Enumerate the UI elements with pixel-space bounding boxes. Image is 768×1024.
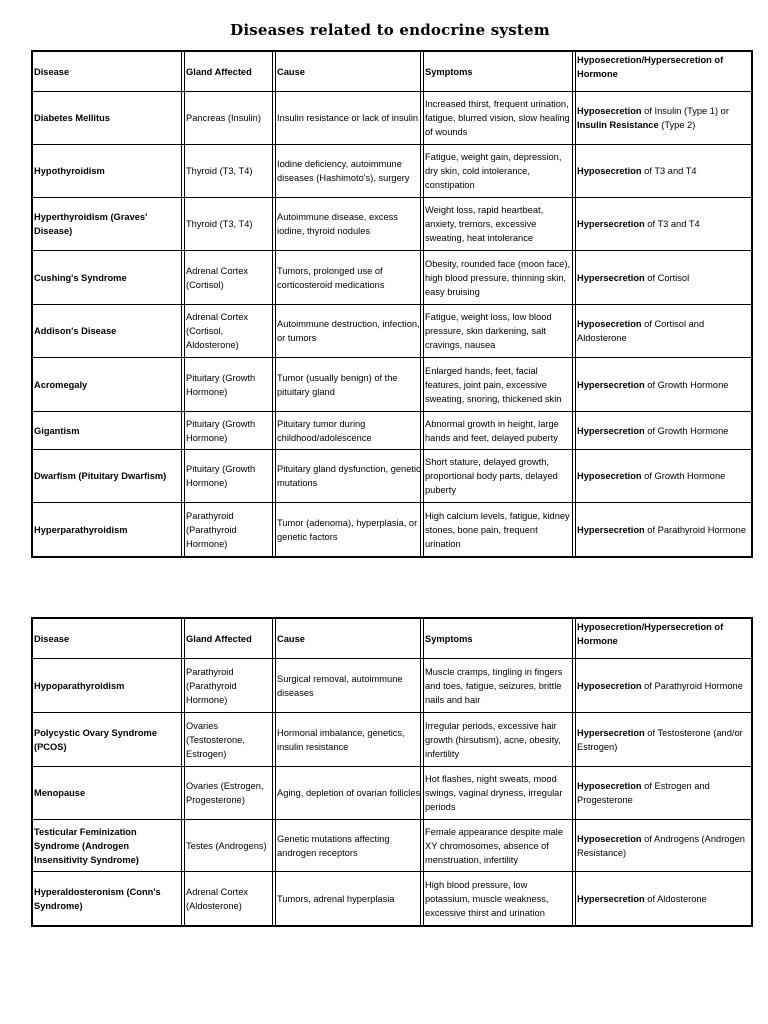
hormone-secretion-type: Hypersecretion bbox=[577, 727, 645, 738]
cause-cell: Surgical removal, autoimmune diseases bbox=[276, 659, 424, 713]
symptoms-cell: Obesity, rounded face (moon face), high blood pressure, thinning skin, easy bruising bbox=[424, 251, 576, 305]
gland-cell: Pituitary (Growth Hormone) bbox=[185, 450, 276, 503]
hormone-cell bbox=[576, 251, 751, 305]
hormone-detail: of T3 and T4 bbox=[644, 219, 700, 229]
gland-cell: Thyroid (T3, T4) bbox=[185, 145, 276, 198]
hormone-cell bbox=[576, 820, 751, 872]
cause-cell: Pituitary tumor during childhood/adolescence bbox=[276, 412, 424, 450]
disease-cell: Dwarfism (Pituitary Dwarfism) bbox=[33, 450, 185, 503]
hormone-cell bbox=[576, 305, 751, 358]
symptoms-cell: Female appearance despite male XY chromosomes, absence of menstruation, infertility bbox=[424, 820, 576, 872]
table-row bbox=[33, 198, 751, 251]
header-hormone: Hyposecretion/Hypersecretion of Hormone bbox=[576, 619, 751, 659]
header-disease: Disease bbox=[33, 52, 185, 92]
header-symptoms: Symptoms bbox=[424, 52, 576, 92]
gland-cell: Testes (Androgens) bbox=[185, 820, 276, 872]
gland-cell: Parathyroid (Parathyroid Hormone) bbox=[185, 659, 276, 713]
hormone-secretion-type: Hypersecretion bbox=[577, 425, 645, 436]
disease-cell: Hyperthyroidism (Graves' Disease) bbox=[33, 198, 185, 251]
disease-cell: Addison's Disease bbox=[33, 305, 185, 358]
header-cause: Cause bbox=[276, 619, 424, 659]
gland-cell: Ovaries (Estrogen, Progesterone) bbox=[185, 767, 276, 820]
header-disease: Disease bbox=[33, 619, 185, 659]
hormone-detail: of Growth Hormone bbox=[641, 471, 726, 481]
table-row bbox=[33, 450, 751, 503]
cause-cell: Insulin resistance or lack of insulin bbox=[276, 92, 424, 145]
hormone-secretion-type: Hypersecretion bbox=[577, 272, 645, 283]
cause-cell: Autoimmune disease, excess iodine, thyroid nodules bbox=[276, 198, 424, 251]
header-gland: Gland Affected bbox=[185, 52, 276, 92]
disease-table-1 bbox=[31, 50, 753, 558]
hormone-cell bbox=[576, 145, 751, 198]
cause-cell: Tumor (usually benign) of the pituitary gland bbox=[276, 358, 424, 412]
hormone-detail: of Insulin (Type 1) or bbox=[641, 106, 729, 116]
hormone-secretion-type: Hypersecretion bbox=[577, 219, 645, 229]
gland-cell: Adrenal Cortex (Aldosterone) bbox=[185, 872, 276, 925]
hormone-secretion-type: Insulin Resistance bbox=[577, 120, 659, 130]
disease-cell: Hypoparathyroidism bbox=[33, 659, 185, 713]
hormone-detail: of Parathyroid Hormone bbox=[641, 680, 743, 691]
header-gland: Gland Affected bbox=[185, 619, 276, 659]
header-symptoms: Symptoms bbox=[424, 619, 576, 659]
symptoms-cell: Increased thirst, frequent urination, fatigue, blurred vision, slow healing of wounds bbox=[424, 92, 576, 145]
hormone-cell bbox=[576, 198, 751, 251]
hormone-secretion-type: Hyposecretion bbox=[577, 833, 642, 844]
gland-cell: Ovaries (Testosterone, Estrogen) bbox=[185, 713, 276, 767]
symptoms-cell: Fatigue, weight loss, low blood pressure, skin darkening, salt cravings, nausea bbox=[424, 305, 576, 358]
symptoms-cell: Short stature, delayed growth, proportional body parts, delayed puberty bbox=[424, 450, 576, 503]
disease-cell: Diabetes Mellitus bbox=[33, 92, 185, 145]
gland-cell: Pituitary (Growth Hormone) bbox=[185, 412, 276, 450]
cause-cell: Tumors, prolonged use of corticosteroid medications bbox=[276, 251, 424, 305]
cause-cell: Iodine deficiency, autoimmune diseases (Hashimoto's), surgery bbox=[276, 145, 424, 198]
symptoms-cell: Weight loss, rapid heartbeat, anxiety, tremors, excessive sweating, heat intolerance bbox=[424, 198, 576, 251]
hormone-detail: of Cortisol and Aldosterone bbox=[577, 319, 705, 343]
hormone-secretion-type: Hypersecretion bbox=[577, 379, 645, 390]
table-row bbox=[33, 412, 751, 450]
gland-cell: Adrenal Cortex (Cortisol) bbox=[185, 251, 276, 305]
hormone-cell bbox=[576, 412, 751, 450]
hormone-cell bbox=[576, 659, 751, 713]
hormone-secretion-type: Hyposecretion bbox=[577, 319, 642, 329]
table-row bbox=[33, 713, 751, 767]
hormone-detail: (Type 2) bbox=[658, 120, 696, 130]
gland-cell: Adrenal Cortex (Cortisol, Aldosterone) bbox=[185, 305, 276, 358]
symptoms-cell: Enlarged hands, feet, facial features, joint pain, excessive sweating, snoring, thickened skin bbox=[424, 358, 576, 412]
hormone-detail: of Cortisol bbox=[644, 272, 690, 283]
disease-cell: Gigantism bbox=[33, 412, 185, 450]
hormone-cell bbox=[576, 92, 751, 145]
symptoms-cell: High calcium levels, fatigue, kidney stones, bone pain, frequent urination bbox=[424, 503, 576, 556]
table-row bbox=[33, 305, 751, 358]
hormone-secretion-type: Hypersecretion bbox=[577, 524, 645, 535]
table-row bbox=[33, 767, 751, 820]
hormone-secretion-type: Hyposecretion bbox=[577, 166, 642, 176]
symptoms-cell: Muscle cramps, tingling in fingers and toes, fatigue, seizures, brittle nails and hair bbox=[424, 659, 576, 713]
hormone-secretion-type: Hyposecretion bbox=[577, 680, 642, 691]
hormone-secretion-type: Hyposecretion bbox=[577, 781, 642, 791]
gland-cell: Pancreas (Insulin) bbox=[185, 92, 276, 145]
hormone-secretion-type: Hyposecretion bbox=[577, 106, 642, 116]
table-row bbox=[33, 92, 751, 145]
table-header-row bbox=[33, 52, 751, 92]
disease-cell: Hyperparathyroidism bbox=[33, 503, 185, 556]
table-row bbox=[33, 503, 751, 556]
gland-cell: Pituitary (Growth Hormone) bbox=[185, 358, 276, 412]
table-row bbox=[33, 251, 751, 305]
disease-cell: Cushing's Syndrome bbox=[33, 251, 185, 305]
cause-cell: Pituitary gland dysfunction, genetic mutations bbox=[276, 450, 424, 503]
symptoms-cell: Hot flashes, night sweats, mood swings, vaginal dryness, irregular periods bbox=[424, 767, 576, 820]
symptoms-cell: Irregular periods, excessive hair growth (hirsutism), acne, obesity, infertility bbox=[424, 713, 576, 767]
hormone-cell bbox=[576, 872, 751, 925]
disease-cell: Hypothyroidism bbox=[33, 145, 185, 198]
hormone-detail: of Parathyroid Hormone bbox=[644, 524, 746, 535]
hormone-detail: of T3 and T4 bbox=[641, 166, 697, 176]
table-row bbox=[33, 659, 751, 713]
cause-cell: Hormonal imbalance, genetics, insulin resistance bbox=[276, 713, 424, 767]
hormone-detail: of Growth Hormone bbox=[644, 379, 729, 390]
table-row bbox=[33, 145, 751, 198]
table-row bbox=[33, 872, 751, 925]
hormone-detail: of Estrogen and Progesterone bbox=[577, 781, 710, 805]
table-header-row bbox=[33, 619, 751, 659]
hormone-cell bbox=[576, 713, 751, 767]
cause-cell: Autoimmune destruction, infection, or tumors bbox=[276, 305, 424, 358]
header-cause: Cause bbox=[276, 52, 424, 92]
hormone-cell bbox=[576, 503, 751, 556]
cause-cell: Genetic mutations affecting androgen receptors bbox=[276, 820, 424, 872]
table-row bbox=[33, 820, 751, 872]
gland-cell: Parathyroid (Parathyroid Hormone) bbox=[185, 503, 276, 556]
disease-table-2 bbox=[31, 617, 753, 927]
symptoms-cell: Abnormal growth in height, large hands and feet, delayed puberty bbox=[424, 412, 576, 450]
cause-cell: Tumor (adenoma), hyperplasia, or genetic factors bbox=[276, 503, 424, 556]
disease-cell: Menopause bbox=[33, 767, 185, 820]
hormone-detail: of Androgens (Androgen Resistance) bbox=[577, 833, 745, 858]
disease-cell: Testicular Feminization Syndrome (Androgen Insensitivity Syndrome) bbox=[33, 820, 185, 872]
hormone-secretion-type: Hyposecretion bbox=[577, 471, 642, 481]
cause-cell: Tumors, adrenal hyperplasia bbox=[276, 872, 424, 925]
disease-cell: Polycystic Ovary Syndrome (PCOS) bbox=[33, 713, 185, 767]
hormone-detail: of Aldosterone bbox=[644, 893, 707, 904]
symptoms-cell: High blood pressure, low potassium, muscle weakness, excessive thirst and urination bbox=[424, 872, 576, 925]
hormone-secretion-type: Hypersecretion bbox=[577, 893, 645, 904]
hormone-cell bbox=[576, 358, 751, 412]
hormone-detail: of Growth Hormone bbox=[644, 425, 729, 436]
disease-cell: Acromegaly bbox=[33, 358, 185, 412]
gland-cell: Thyroid (T3, T4) bbox=[185, 198, 276, 251]
header-hormone: Hyposecretion/Hypersecretion of Hormone bbox=[576, 52, 751, 92]
cause-cell: Aging, depletion of ovarian follicles bbox=[276, 767, 424, 820]
page-title: Diseases related to endocrine system bbox=[230, 21, 550, 39]
hormone-detail: of Testosterone (and/or Estrogen) bbox=[577, 727, 743, 752]
disease-cell: Hyperaldosteronism (Conn's Syndrome) bbox=[33, 872, 185, 925]
table-row bbox=[33, 358, 751, 412]
hormone-cell bbox=[576, 767, 751, 820]
symptoms-cell: Fatigue, weight gain, depression, dry skin, cold intolerance, constipation bbox=[424, 145, 576, 198]
hormone-cell bbox=[576, 450, 751, 503]
